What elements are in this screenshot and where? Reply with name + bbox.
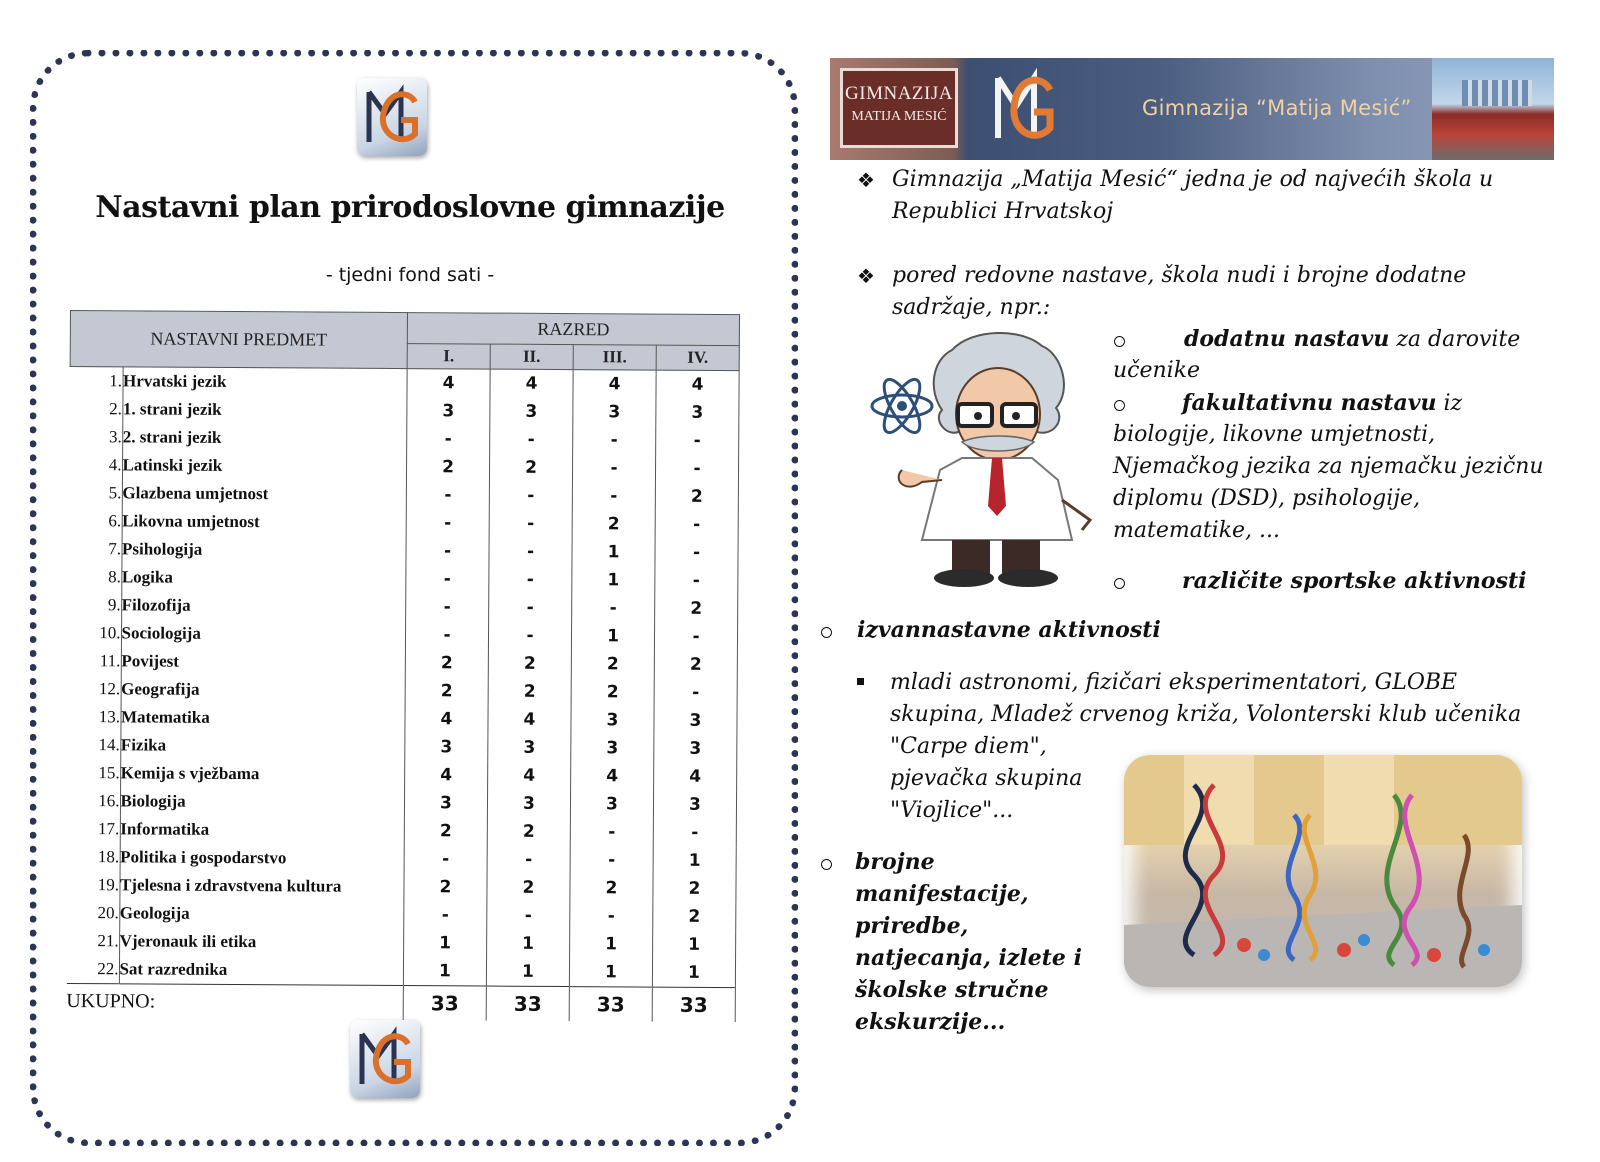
sub-item-additional [1184,323,1520,356]
subject-name: Logika [121,563,406,593]
hours-value: 2 [488,678,571,707]
subject-name: Matematika [120,703,405,733]
row-number: 11. [68,647,121,675]
sub-item-elective-rest: iz [1436,391,1463,416]
circle-bullet-icon [821,859,832,870]
hours-value: 4 [654,763,737,792]
mg-logo-icon [986,64,1062,152]
hours-value: 1 [652,959,735,988]
extracurricular-line: skupina, Mladež crvenog križa, Volonterski klub učenika [890,702,1522,727]
subject-name: 2. strani jezik [122,423,407,453]
table-row [66,955,735,988]
hours-value: 1 [569,958,652,987]
subject-name: Sat razrednika [119,955,404,985]
document-title: Nastavni plan prirodoslovne gimnazije [95,190,725,225]
hours-value: - [570,818,653,847]
hours-value: - [489,510,572,539]
hours-value: - [406,509,489,538]
table-row [69,507,738,539]
hours-value: - [572,594,655,623]
hours-value: 2 [404,873,487,902]
hours-value: 3 [654,707,737,736]
hours-value: 1 [487,930,570,959]
table-row [67,927,736,959]
row-number: 6. [69,507,122,535]
hours-value: 3 [573,398,656,427]
table-row [70,423,739,455]
hours-value: 1 [572,566,655,595]
circle-bullet-icon [821,627,832,638]
hours-value: - [406,537,489,566]
hours-value: - [655,455,738,484]
mg-logo-icon [357,78,427,156]
subject-name: Geografija [121,675,406,705]
hours-value: 3 [653,791,736,820]
sign-line-1: GIMNAZIJA [845,83,953,104]
hours-value: - [404,901,487,930]
school-banner [830,58,1554,160]
hours-value: 1 [653,931,736,960]
hours-value: - [489,594,572,623]
hours-value: 2 [655,595,738,624]
hours-value: 2 [406,453,489,482]
row-number: 10. [68,619,121,647]
row-number: 12. [68,675,121,703]
hours-value: 1 [653,847,736,876]
hours-value: - [487,902,570,931]
hours-value: - [488,622,571,651]
hours-value: - [407,425,490,454]
row-number: 8. [69,563,122,591]
sub-item-elective-line: diplomu (DSD), psihologije, [1113,486,1421,511]
row-number: 15. [68,759,121,787]
hours-value: 2 [488,650,571,679]
events-line: brojne [855,849,935,875]
diamond-bullet-icon: ❖ [857,264,875,288]
sign-line-2: MATIJA MESIĆ [851,109,947,124]
extracurricular-line: pjevačka skupina [890,766,1083,791]
hours-value: 4 [488,706,571,735]
school-logo-bottom [350,1020,420,1098]
subject-name: Psihologija [121,535,406,565]
hours-value: - [655,539,738,568]
table-row [69,535,738,567]
hours-value: 3 [490,398,573,427]
table-row [67,815,736,847]
hours-value: 2 [571,678,654,707]
circle-bullet-icon [1114,400,1125,411]
table-row [67,899,736,931]
dna-models-icon [1124,755,1522,987]
sub-item-sports: različite sportske aktivnosti [1182,568,1527,594]
row-number: 13. [68,703,121,731]
row-number: 16. [67,787,120,815]
subject-name: Latinski jezik [122,451,407,481]
school-sign [840,68,958,148]
table-row [68,619,737,651]
grade-header-1: I. [407,344,490,370]
subject-name: Biologija [120,787,405,817]
row-number: 18. [67,843,120,871]
hours-value: 4 [488,762,571,791]
hours-value: 2 [489,454,572,483]
table-row [68,731,737,763]
hours-value: 4 [407,369,490,398]
subject-name: Glazbena umjetnost [122,479,407,509]
circle-bullet-icon [1114,336,1125,347]
hours-value: 2 [487,874,570,903]
row-number: 20. [67,899,120,927]
row-number: 17. [67,815,120,843]
hours-value: 2 [405,677,488,706]
sub-item-elective-line: matematike, ... [1113,518,1281,543]
subject-column-header: NASTAVNI PREDMET [70,311,407,369]
hours-value: 3 [570,790,653,819]
subject-name: Filozofija [121,591,406,621]
hours-value: 4 [656,370,739,399]
table-row [68,675,737,707]
intro-bullet-text: Gimnazija „Matija Mesić“ jedna je od najvećih škola u Republici Hrvatskoj [892,167,1494,224]
total-label: UKUPNO: [66,983,403,1020]
hours-value: - [489,538,572,567]
row-number: 7. [69,535,122,563]
table-row [69,479,738,511]
row-number: 4. [69,451,122,479]
hours-value: 1 [571,622,654,651]
table-row [68,647,737,679]
hours-value: 4 [573,370,656,399]
table-row [69,591,738,623]
document-subtitle: - tjedni fond sati - [325,264,495,286]
grade-header-2: II. [490,344,573,370]
events-line: natjecanja, izlete i [855,945,1082,971]
hours-value: 3 [656,399,739,428]
hours-value: - [487,846,570,875]
subject-name: Tjelesna i zdravstvena kultura [119,871,404,901]
grade-column-header: RAZRED [407,313,739,346]
hours-value: - [405,621,488,650]
hours-value: - [404,845,487,874]
row-number: 14. [68,731,121,759]
hours-value: 3 [488,734,571,763]
table-row [68,703,737,735]
row-number: 3. [70,423,123,451]
subject-name: Kemija s vježbama [120,759,405,789]
hours-value: - [570,902,653,931]
hours-value: 2 [653,875,736,904]
hours-value: 1 [570,930,653,959]
table-row [67,871,736,903]
hours-value: - [654,623,737,652]
subject-name: Fizika [120,731,405,761]
total-value: 33 [652,987,735,1022]
hours-value: - [656,427,739,456]
events-line: manifestacije, [855,881,1029,907]
hours-value: - [653,819,736,848]
hours-value: 2 [571,650,654,679]
hours-value: - [572,482,655,511]
subject-name: Politika i gospodarstvo [120,843,405,873]
hours-value: 1 [572,538,655,567]
hours-value: - [570,846,653,875]
banner-title: Gimnazija “Matija Mesić” [1142,96,1412,120]
sub-item-elective [1182,387,1462,420]
row-number: 21. [67,927,120,955]
table-row [69,563,738,595]
table-row [70,395,739,427]
hours-value: 3 [487,790,570,819]
total-value: 33 [569,987,652,1022]
hours-value: - [572,454,655,483]
sub-item-additional-rest: za darovite [1389,327,1521,352]
hours-value: 3 [571,706,654,735]
hours-value: 1 [404,929,487,958]
row-number: 22. [66,955,119,984]
mg-logo-icon [350,1020,420,1098]
subject-name: Povijest [121,647,406,677]
hours-value: 4 [405,761,488,790]
school-building-photo [1432,58,1554,160]
hours-value: 1 [486,958,569,987]
table-row [70,367,739,400]
hours-value: - [489,566,572,595]
hours-value: - [655,511,738,540]
subject-name: Informatika [120,815,405,845]
hours-value: 2 [655,483,738,512]
scientist-cartoon-icon [862,330,1102,590]
hours-value: - [406,593,489,622]
row-number: 9. [69,591,122,619]
sub-item-elective-line: Njemačkog jezika za njemačku jezičnu [1113,454,1544,479]
table-row [67,787,736,819]
hours-value: - [490,426,573,455]
hours-value: 2 [572,510,655,539]
sub-item-additional-line2: učenike [1113,358,1201,383]
extracurricular-line: "Carpe diem", [890,734,1047,759]
row-number: 5. [69,479,122,507]
sub-item-elective-bold: fakultativnu nastavu [1182,390,1437,416]
hours-value: 3 [571,734,654,763]
table-row [68,759,737,791]
hours-value: 4 [571,762,654,791]
subject-name: Hrvatski jezik [122,367,407,397]
dna-models-photo [1124,755,1522,987]
extracurricular-line: mladi astronomi, fizičari eksperimentatori, GLOBE [890,670,1458,695]
hours-value: 3 [404,789,487,818]
hours-value: 2 [654,651,737,680]
total-value: 33 [486,986,569,1021]
hours-value: 3 [654,735,737,764]
hours-value: - [655,567,738,596]
table-row [67,843,736,875]
events-line: ekskurzije... [855,1009,1006,1035]
extracurricular-heading: izvannastavne aktivnosti [857,617,1161,643]
hours-value: 2 [487,818,570,847]
grade-header-3: III. [573,345,656,371]
hours-value: 2 [404,817,487,846]
hours-value: - [406,565,489,594]
square-bullet-icon [857,678,864,685]
hours-value: - [654,679,737,708]
school-logo-top [357,78,427,156]
total-value: 33 [403,986,486,1021]
events-line: školske stručne [855,977,1049,1003]
subject-name: Vjeronauk ili etika [119,927,404,957]
curriculum-table [66,310,740,1022]
table-total-row [66,983,735,1022]
hours-value: - [573,426,656,455]
hours-value: 3 [407,397,490,426]
table-row [69,451,738,483]
row-number: 2. [70,395,123,423]
diamond-bullet-icon: ❖ [857,168,875,192]
subject-name: Sociologija [121,619,406,649]
hours-value: - [406,481,489,510]
hours-value: - [489,482,572,511]
hours-value: 4 [405,705,488,734]
hours-value: 1 [403,957,486,986]
hours-value: 4 [490,369,573,398]
grade-header-4: IV. [656,345,739,371]
subject-name: 1. strani jezik [122,395,407,425]
hours-value: 2 [653,903,736,932]
row-number: 19. [67,871,120,899]
subject-name: Likovna umjetnost [122,507,407,537]
hours-value: 2 [570,874,653,903]
offer-bullet-text: pored redovne nastave, škola nudi i brojne dodatne sadržaje, npr.: [892,263,1467,320]
sub-item-additional-bold: dodatnu nastavu [1184,326,1390,352]
hours-value: 3 [405,733,488,762]
row-number: 1. [70,367,123,396]
hours-value: 2 [405,649,488,678]
circle-bullet-icon [1114,578,1125,589]
subject-name: Geologija [119,899,404,929]
sub-item-elective-line: biologije, likovne umjetnosti, [1113,422,1436,447]
events-line: priredbe, [855,913,969,939]
extracurricular-line: "Viojlice"... [890,798,1014,823]
